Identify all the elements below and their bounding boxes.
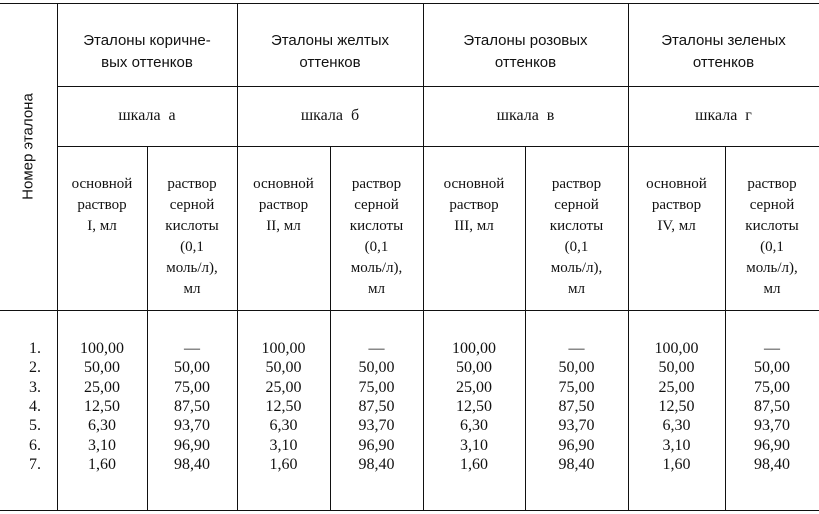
- rule-top: [0, 3, 819, 4]
- value-b: 75,00: [174, 378, 210, 396]
- value-b: 93,70: [754, 417, 790, 435]
- value-a: 100,00: [654, 340, 699, 357]
- value-b: 75,00: [358, 378, 395, 396]
- value-a: 6,30: [269, 417, 298, 435]
- value-a: 6,30: [88, 417, 116, 435]
- rule-title: [57, 86, 819, 87]
- value-b: 50,00: [558, 359, 595, 377]
- col-a-header: основной раствор I, мл: [71, 176, 133, 234]
- group-title: Эталоны желтых оттенков: [270, 32, 390, 71]
- row-header: Номер эталона: [19, 93, 37, 200]
- col-b-header: раствор серной кислоты (0,1 моль/л), мл: [549, 176, 604, 297]
- value-b: 93,70: [174, 417, 210, 435]
- value-b: 50,00: [174, 359, 210, 377]
- scale-label: шкала а: [118, 107, 176, 124]
- scale-label: шкала в: [496, 107, 555, 124]
- value-b: 87,50: [754, 397, 790, 415]
- value-a: 3,10: [88, 436, 116, 454]
- value-a: 1,60: [269, 455, 298, 473]
- scale-label: шкала б: [300, 107, 360, 124]
- col-b-header: раствор серной кислоты (0,1 моль/л), мл: [349, 176, 404, 297]
- value-b: 98,40: [174, 455, 210, 473]
- value-b: 96,90: [358, 436, 395, 454]
- value-b: 93,70: [358, 417, 395, 435]
- value-a: 12,50: [265, 397, 302, 415]
- value-a: 12,50: [658, 397, 695, 415]
- value-a: 1,60: [88, 455, 116, 473]
- value-b: —: [368, 340, 385, 357]
- value-b: 87,50: [358, 397, 395, 415]
- row-number: 3.: [29, 378, 41, 396]
- value-b: 87,50: [558, 397, 595, 415]
- row-number: 1.: [29, 340, 41, 357]
- col-a-header: основной раствор II, мл: [253, 176, 314, 234]
- row-number: 4.: [29, 397, 41, 415]
- value-a: 12,50: [456, 397, 492, 415]
- value-a: 25,00: [456, 378, 492, 396]
- value-b: 98,40: [358, 455, 395, 473]
- value-b: 87,50: [174, 397, 210, 415]
- value-b: —: [568, 340, 585, 357]
- col-a-header: основной раствор III, мл: [443, 176, 505, 234]
- value-a: 25,00: [658, 378, 695, 396]
- row-number: 2.: [29, 359, 41, 377]
- value-a: 100,00: [80, 340, 124, 357]
- value-b: 98,40: [558, 455, 595, 473]
- value-a: 6,30: [662, 417, 691, 435]
- rule-bottom: [0, 510, 819, 511]
- col-b-header: раствор серной кислоты (0,1 моль/л), мл: [165, 176, 219, 297]
- value-a: 6,30: [460, 417, 488, 435]
- value-a: 1,60: [662, 455, 691, 473]
- value-b: —: [764, 340, 780, 357]
- value-b: 50,00: [754, 359, 790, 377]
- col-a-header: основной раствор IV, мл: [646, 176, 707, 234]
- value-b: 96,90: [558, 436, 595, 454]
- value-b: —: [184, 340, 200, 357]
- row-number: 6.: [29, 436, 41, 454]
- rule-header: [0, 310, 819, 311]
- group-title: Эталоны розовых оттенков: [463, 32, 588, 71]
- value-a: 100,00: [452, 340, 496, 357]
- value-b: 75,00: [558, 378, 595, 396]
- row-number: 5.: [29, 417, 41, 435]
- value-b: 96,90: [754, 436, 790, 454]
- col-b-header: раствор серной кислоты (0,1 моль/л), мл: [745, 176, 799, 297]
- value-a: 3,10: [662, 436, 691, 454]
- value-b: 96,90: [174, 436, 210, 454]
- value-a: 50,00: [456, 359, 492, 377]
- value-a: 3,10: [269, 436, 298, 454]
- row-number: 7.: [29, 455, 41, 473]
- value-a: 50,00: [658, 359, 695, 377]
- group-title: Эталоны коричне- вых оттенков: [83, 32, 211, 71]
- value-a: 50,00: [84, 359, 120, 377]
- value-b: 75,00: [754, 378, 790, 396]
- value-a: 12,50: [84, 397, 120, 415]
- value-a: 1,60: [460, 455, 488, 473]
- value-a: 100,00: [261, 340, 306, 357]
- rule-scale: [57, 146, 819, 147]
- value-b: 50,00: [358, 359, 395, 377]
- value-a: 3,10: [460, 436, 488, 454]
- group-title: Эталоны зеленых оттенков: [661, 32, 786, 71]
- scale-label: шкала г: [695, 107, 752, 124]
- value-a: 25,00: [265, 378, 302, 396]
- value-b: 98,40: [754, 455, 790, 473]
- value-a: 50,00: [265, 359, 302, 377]
- value-a: 25,00: [84, 378, 120, 396]
- value-b: 93,70: [558, 417, 595, 435]
